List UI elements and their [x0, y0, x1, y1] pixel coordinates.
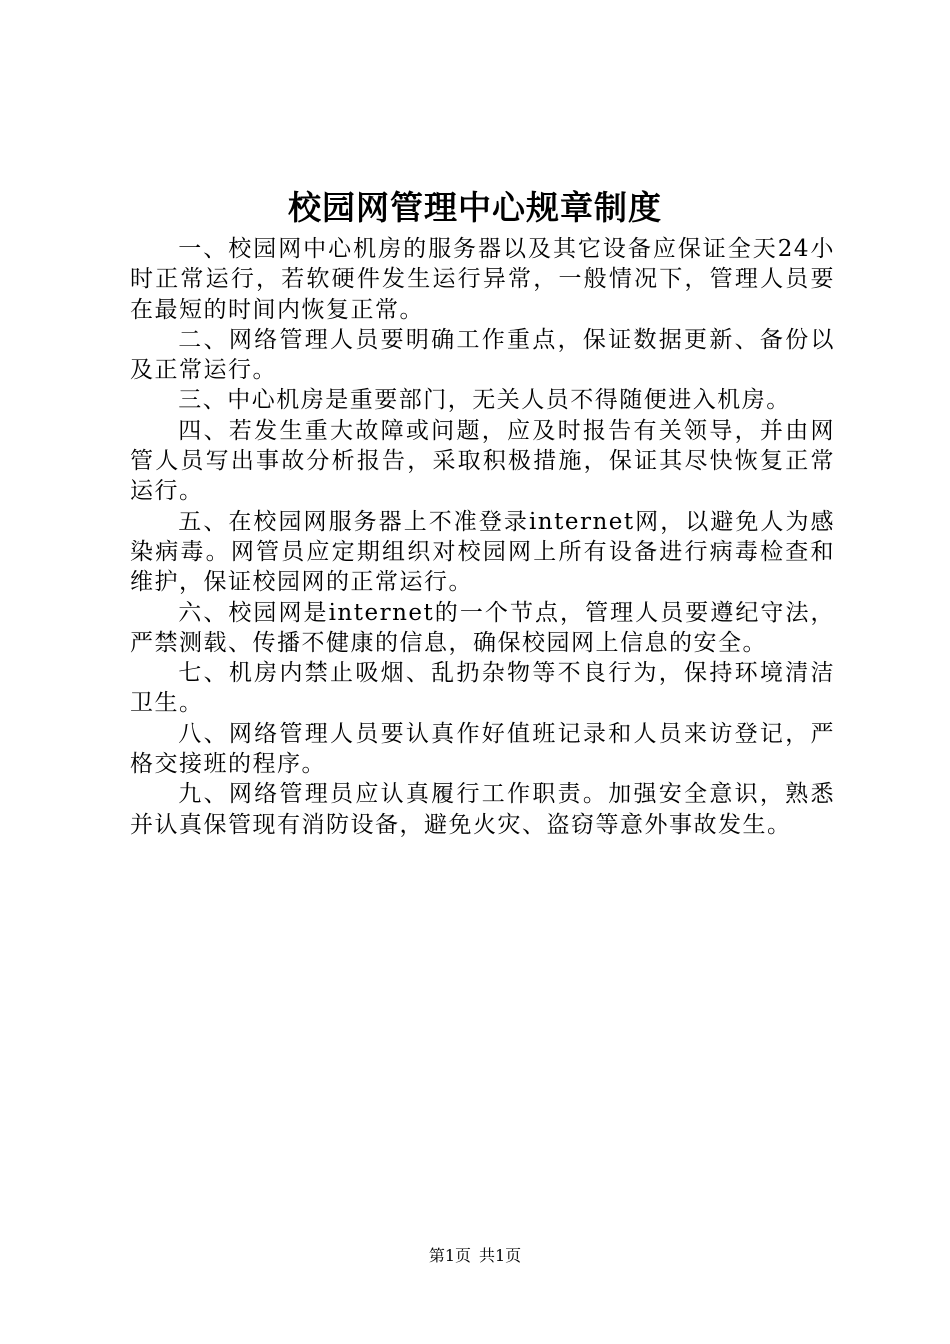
- document-body: [130, 234, 835, 840]
- page-footer: [0, 1244, 950, 1268]
- paragraph-8: 八、网络管理人员要认真作好值班记录和人员来访登记，严格交接班的程序。: [130, 720, 835, 778]
- page-number: 第1页: [428, 1246, 471, 1265]
- paragraph-5: 五、在校园网服务器上不准登录internet网，以避免人为感染病毒。网管员应定期组织对校园网上所有设备进行病毒检查和维护，保证校园网的正常运行。: [130, 508, 835, 596]
- paragraph-3: 三、中心机房是重要部门，无关人员不得随便进入机房。: [178, 387, 791, 414]
- paragraph-2: 二、网络管理人员要明确工作重点，保证数据更新、备份以及正常运行。: [130, 326, 835, 384]
- page-total: 共1页: [479, 1246, 522, 1265]
- paragraph-1: 一、校园网中心机房的服务器以及其它设备应保证全天24小时正常运行，若软硬件发生运行异常，一般情况下，管理人员要在最短的时间内恢复正常。: [130, 236, 835, 323]
- paragraph-7: 七、机房内禁止吸烟、乱扔杂物等不良行为，保持环境清洁卫生。: [130, 660, 835, 717]
- document-title: 校园网管理中心规章制度: [288, 188, 662, 227]
- paragraph-4: 四、若发生重大故障或问题，应及时报告有关领导，并由网管人员写出事故分析报告，采取积极措施，保证其尽快恢复正常运行。: [130, 417, 835, 505]
- paragraph-9: 九、网络管理员应认真履行工作职责。加强安全意识，熟悉并认真保管现有消防设备，避免火灾、盗窃等意外事故发生。: [130, 781, 835, 838]
- paragraph-6: 六、校园网是internet的一个节点，管理人员要遵纪守法，严禁测载、传播不健康的信息，确保校园网上信息的安全。: [130, 599, 835, 656]
